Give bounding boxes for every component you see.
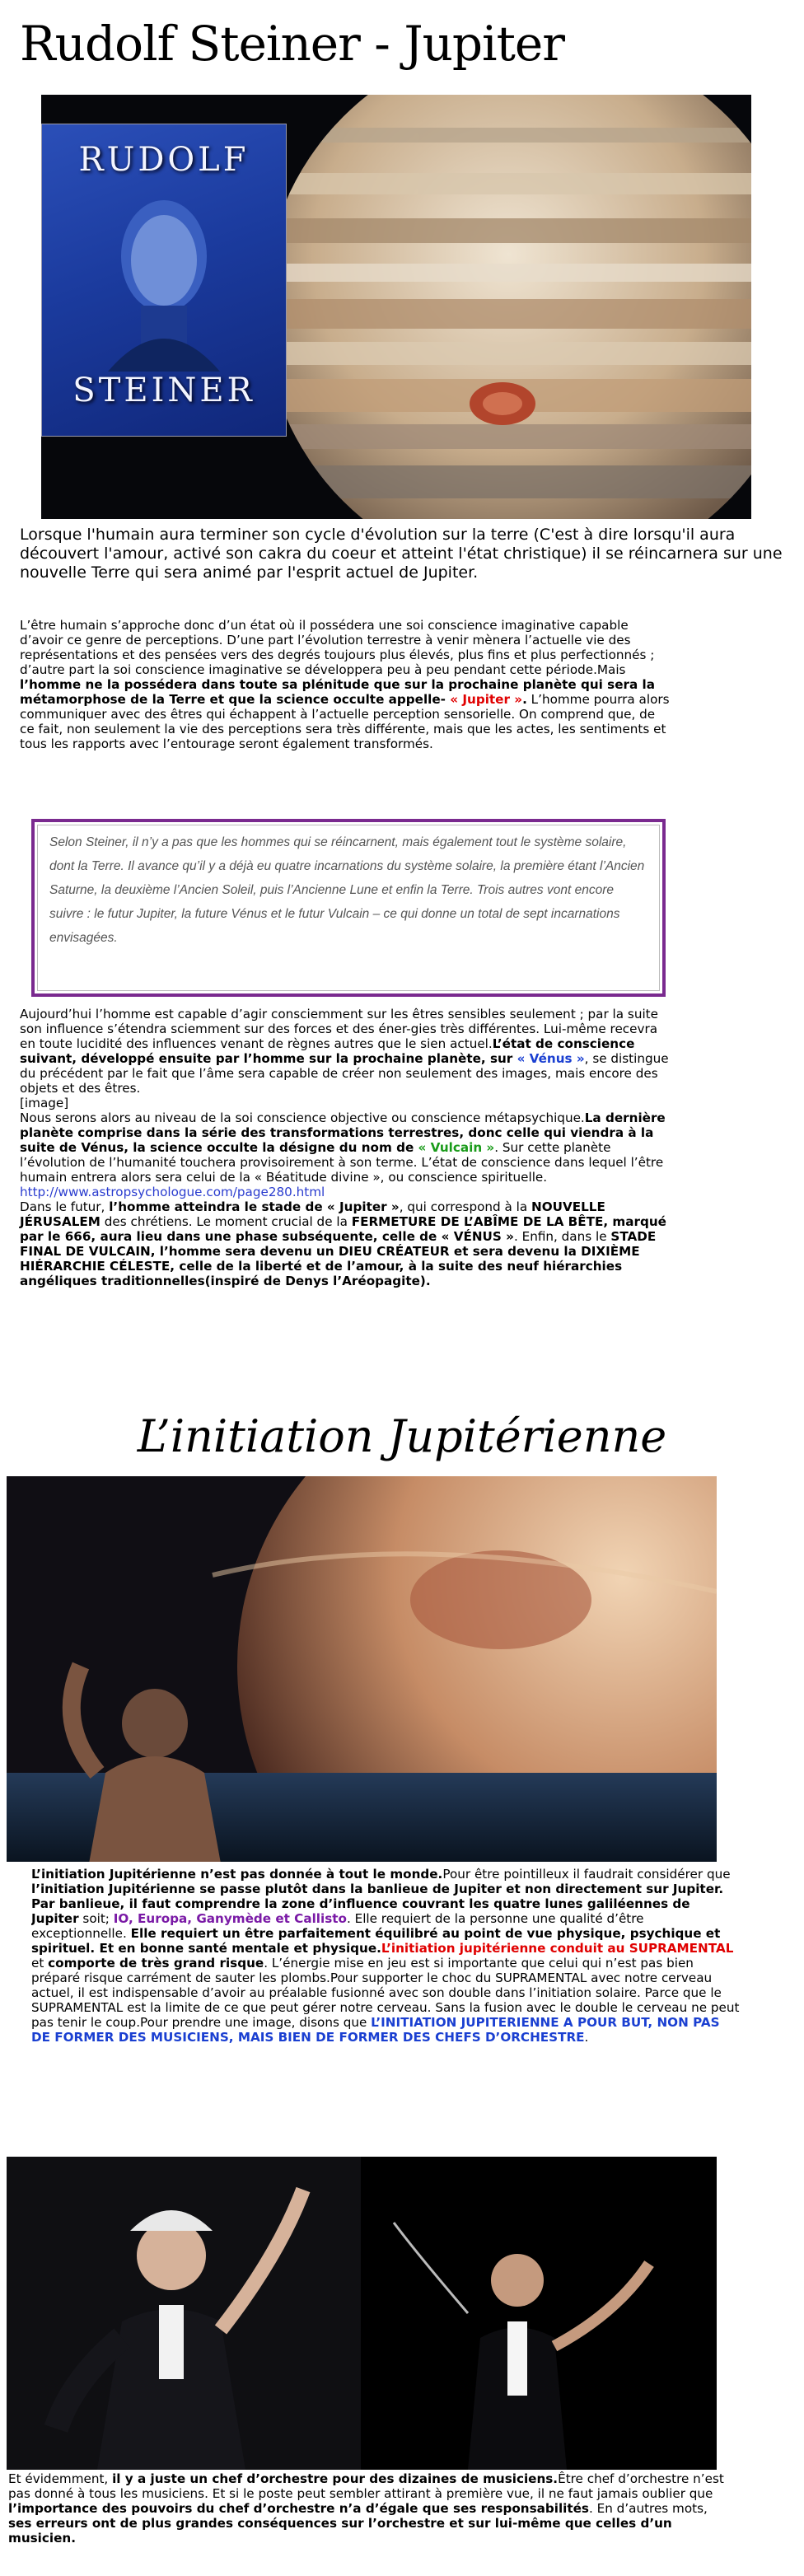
jupiter-swimmer-image — [7, 1476, 717, 1862]
quote-box — [31, 819, 666, 997]
conductors-image — [7, 2157, 717, 2470]
portrait-graphic — [91, 182, 236, 372]
paragraph-1: L’être humain s’approche donc d’un état où il possédera une soi conscience imaginative capable d’avoir ce genre de perceptions. D’une part l’évolution terrestre à venir mènera l’actuelle vie des représentations et des pensées vers des degrés toujours plus élevés, plus fins et plus perfectionnés ; d’autre part la soi conscience imaginative se développera peu à peu pendant cette période.Mais l’homme ne la possédera dans toute sa plénitude que sur la prochaine planète qui sera la métamorphose de la Terre et que la science occulte appelle- « Jupiter ». L’homme pourra alors communiquer avec des êtres qui échappent à l’actuelle perception sensorielle. On comprend que, de ce fait, non seulement la vie des perceptions sera très différente, mais que les actes, les sentiments et tous les rapports avec l’entourage seront également transformés. — [20, 618, 670, 751]
steiner-cover-image — [41, 124, 287, 437]
paragraph-2: Aujourd’hui l’homme est capable d’agir consciemment sur les êtres sensibles seulement ; par la suite son influence s’étendra sciemment sur des forces et des éner-gies très différentes. Lui-même recevra en toute lucidité des influences venant de règnes autres que le sien actuel.L’état de conscience suivant, développé ensuite par l’homme sur la prochaine planète, sur « Vénus », se distingue du précédent par le fait que l’âme sera capable de créer non seulement des images, mais encore des objets et des êtres. [image] Nous serons alors au niveau de la soi conscience objective ou conscience métapsychique.La dernière planète comprise dans la série des transformations terrestres, donc celle qui viendra à la suite de Vénus, la science occulte la désigne du nom de « Vulcain ». Sur cette planète l’évolution de l’humanité touchera provisoirement à son terme. L’état de conscience dans lequel l’être humain entrera alors sera celui de la « Béatitude divine », ou conscience spirituelle. http://www.astropsychologue.com/page280.html Dans le futur, l’homme atteindra le stade de « Jupiter », qui correspond à la NOUVELLE JÉRUSALEM des chrétiens. Le moment crucial de la FERMETURE DE L’ABÎME DE LA BÊTE, marqué par le 666, aura lieu dans une phase subséquente, celle de « VÉNUS ». Enfin, dans le STADE FINAL DE VULCAIN, l’homme sera devenu un DIEU CRÉATEUR et sera devenu la DIXIÈME HIÉRARCHIE CÉLESTE, celle de la liberté et de l’amour, à la suite des neuf hiérarchies angéliques traditionnelles(inspiré de Denys l’Aréopagite). — [20, 1007, 669, 1288]
quote-text: Selon Steiner, il n’y a pas que les hommes qui se réincarnent, mais également tout le système solaire, dont la Terre. Il avance qu’il y a déjà eu quatre incarnations du système solaire, la première étant l’Ancien Saturne, la deuxième l’Ancien Soleil, puis l’Ancienne Lune et enfin la Terre. Trois autres vont encore suivre : le futur Jupiter, la future Vénus et le futur Vulcain – ce qui donne un total de sept incarnations envisagées. — [37, 825, 660, 991]
paragraph-4: Et évidemment, il y a juste un chef d’orchestre pour des dizaines de musiciens.Être chef d’orchestre n’est pas donné à tous les musiciens. Et si le poste peut sembler attirant à première vue, il ne faut jamais oublier que l’importance des pouvoirs du chef d’orchestre n’a d’égale que ses responsabilités. En d’autres mots, ses erreurs ont de plus grandes conséquences sur l’orchestre et sur lui-même que celles d’un musicien. — [8, 2471, 724, 2546]
page-title: Rudolf Steiner - Jupiter — [20, 16, 564, 72]
image-placeholder: [image] — [20, 1096, 69, 1110]
section-title: L’initiation Jupitérienne — [137, 1410, 667, 1462]
cover-line-2: STEINER — [72, 372, 255, 409]
paragraph-3: L’initiation Jupitérienne n’est pas donnée à tout le monde.Pour être pointilleux il faudrait considérer que l’initiation Jupitérienne se passe plutôt dans la banlieue de Jupiter et non directement sur Jupiter. Par banlieue, il faut comprendre la zone d’influence couvrant les quatre lunes galiléennes de Jupiter soit; IO, Europa, Ganymède et Callisto. Elle requiert de la personne une qualité d’être exceptionnelle. Elle requiert un être parfaitement équilibré au point de vue physique, psychique et spirituel. Et en bonne santé mentale et physique.L’initiation jupitérienne conduit au SUPRAMENTAL et comporte de très grand risque. L’énergie mise en jeu est si importante que celui qui n’est pas bien préparé risque carrément de sauter les plombs.Pour supporter le choc du SUPRAMENTAL avec notre cerveau actuel, il est indispensable d’avoir au préalable fusionné avec son double dans l’initiation solaire. Parce que le SUPRAMENTAL est la limite de ce que peut gérer notre cerveau. Sans la fusion avec le double le cerveau ne peut pas tenir le coup.Pour prendre une image, disons que L’INITIATION JUPITERIENNE A POUR BUT, NON PAS DE FORMER DES MUSICIENS, MAIS BIEN DE FORMER DES CHEFS D’ORCHESTRE. — [31, 1867, 740, 2045]
intro-paragraph: Lorsque l'humain aura terminer son cycle d'évolution sur la terre (C'est à dire lorsqu'il aura découvert l'amour, activé son cakra du coeur et atteint l'état christique) il se réincarnera sur une nouvelle Terre qui sera animé par l'esprit actuel de Jupiter. — [20, 526, 783, 582]
cover-line-1: RUDOLF — [78, 141, 250, 179]
source-link[interactable]: http://www.astropsychologue.com/page280.html — [20, 1185, 325, 1199]
swimmer-graphic — [7, 1476, 717, 1862]
conductors-graphic — [7, 2157, 717, 2470]
